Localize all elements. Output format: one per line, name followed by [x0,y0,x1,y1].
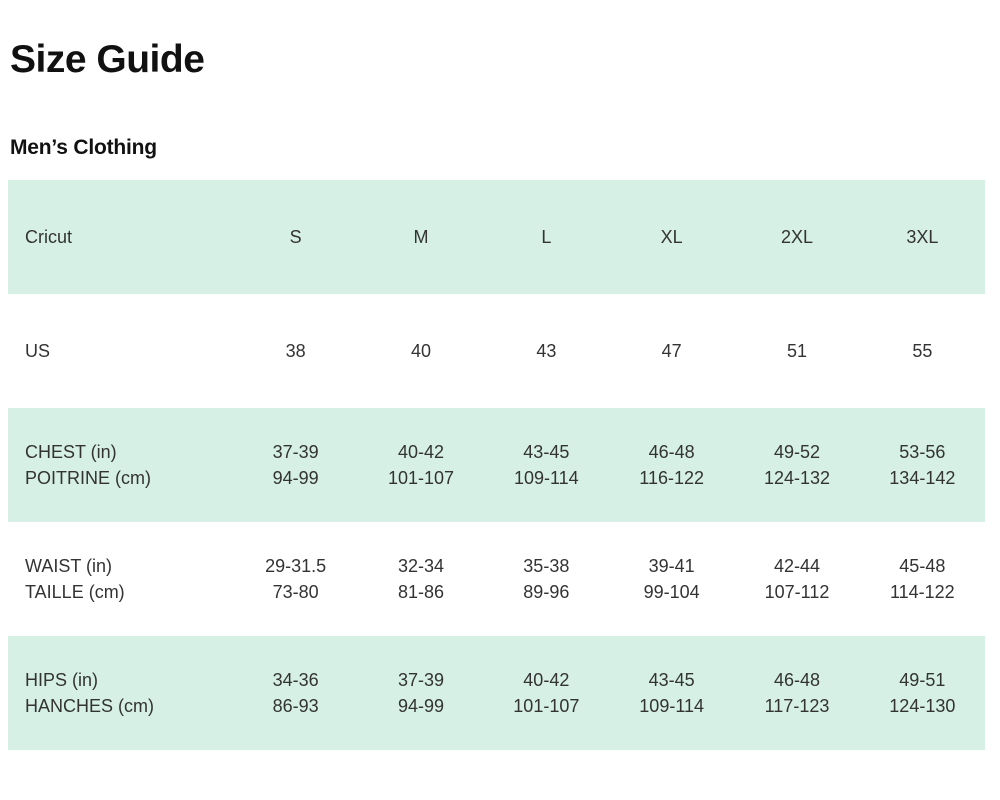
header-row [8,180,985,294]
column-header: M [413,227,429,247]
table-cell: 46-48 117-123 [764,670,830,716]
row-label: WAIST (in) TAILLE (cm) [25,556,125,602]
table-cell: 37-39 94-99 [397,670,445,716]
table-cell: 29-31.5 73-80 [265,556,327,602]
page-title: Size Guide [10,38,205,81]
table-cell: 45-48 114-122 [889,556,955,602]
column-header: XL [660,227,683,247]
table-cell: 39-41 99-104 [643,556,700,602]
table-cell: 43 [536,341,557,361]
table-cell: 55 [912,341,933,361]
row-label: CHEST (in) POITRINE (cm) [25,442,151,488]
table-cell: 32-34 81-86 [397,556,445,602]
table-cell: 47 [661,341,682,361]
table-cell: 46-48 116-122 [639,442,705,488]
column-header: 3XL [906,227,939,247]
table-cell: 42-44 107-112 [764,556,830,602]
table-cell: 43-45 109-114 [513,442,579,488]
table-row [8,408,985,522]
column-header: L [541,227,552,247]
table-cell: 40-42 101-107 [387,442,455,488]
column-header: 2XL [780,227,813,247]
table-row [8,522,985,636]
size-table [8,180,985,750]
table-cell: 38 [285,341,306,361]
corner-header-cricut: Cricut [25,227,73,247]
table-cell: 49-51 124-130 [889,670,956,716]
table-cell: 40 [410,341,431,361]
row-label: HIPS (in) HANCHES (cm) [25,670,154,716]
table-cell: 43-45 109-114 [639,670,705,716]
table-row [8,636,985,750]
table-cell: 40-42 101-107 [513,670,580,716]
row-label: US [25,341,51,361]
table-cell: 51 [786,341,807,361]
section-title-mens-clothing: Men’s Clothing [10,136,157,159]
column-header: S [289,227,302,247]
table-cell: 49-52 124-132 [763,442,831,488]
table-cell: 37-39 94-99 [272,442,319,488]
table-row [8,294,985,408]
table-cell: 53-56 134-142 [889,442,956,488]
table-cell: 34-36 86-93 [272,670,319,716]
table-cell: 35-38 89-96 [523,556,570,602]
